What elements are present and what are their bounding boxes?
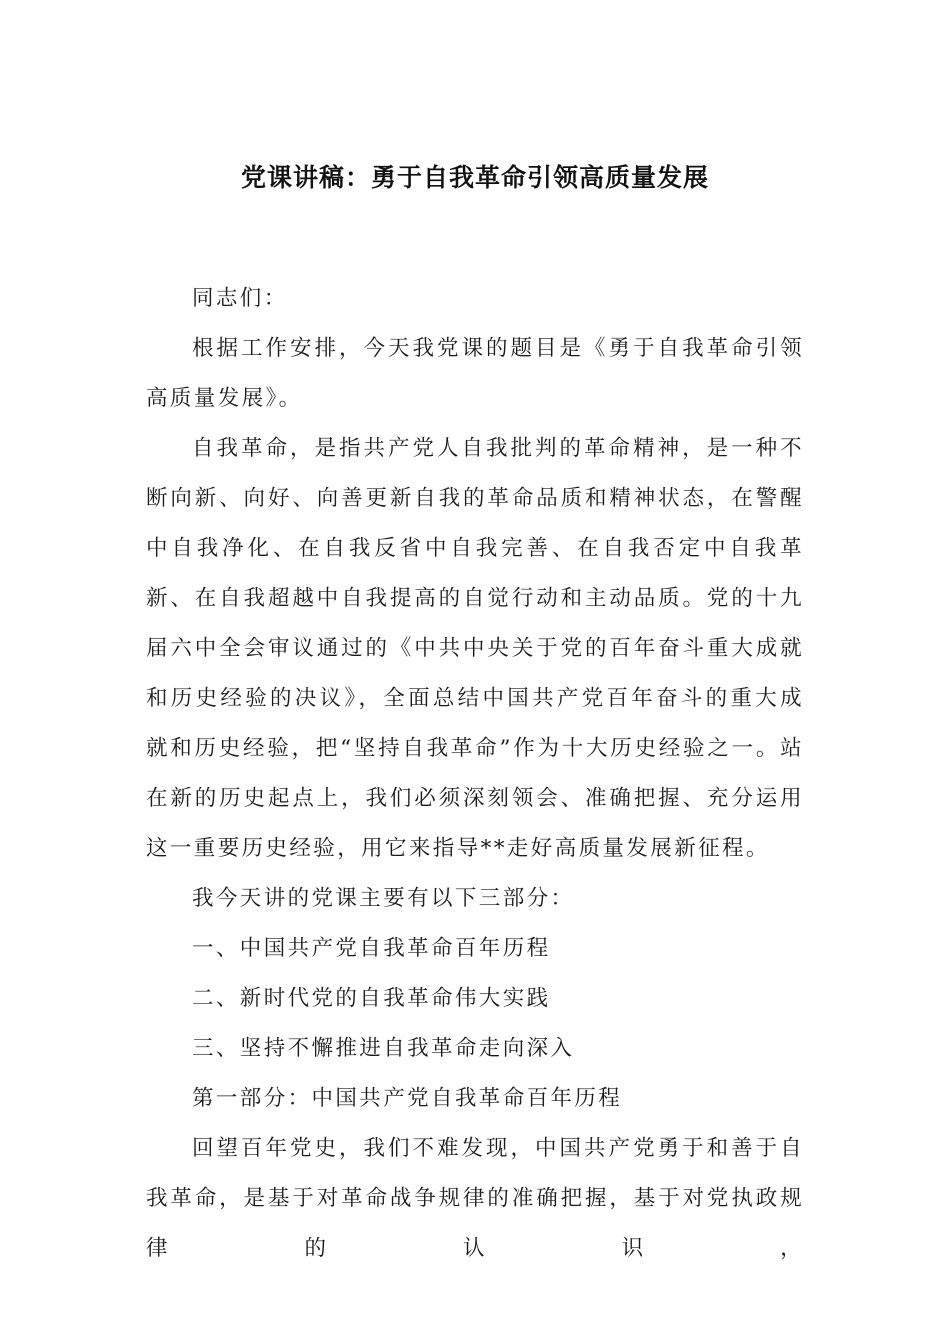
document-body bbox=[146, 274, 804, 1274]
section-heading-part-1: 第一部分：中国共产党自我革命百年历程 bbox=[192, 1086, 623, 1111]
outline-intro-paragraph: 我今天讲的党课主要有以下三部分： bbox=[192, 886, 575, 911]
topic-paragraph: 根据工作安排，今天我党课的题目是《勇于自我革命引领高质量发展》。 bbox=[146, 336, 804, 411]
outline-item-1: 一、中国共产党自我革命百年历程 bbox=[192, 936, 551, 961]
definition-paragraph: 自我革命，是指共产党人自我批判的革命精神，是一种不断向新、向好、向善更新自我的革命品质和精神状态，在警醒中自我净化、在自我反省中自我完善、在自我否定中自我革新、在自我超越中自我提高的自觉行动和主动品质。党的十九届六中全会审议通过的《中共中央关于党的百年奋斗重大成就和历史经验的决议》，全面总结中国共产党百年奋斗的重大成就和历史经验，把“坚持自我革命”作为十大历史经验之一。站在新的历史起点上，我们必须深刻领会、准确把握、充分运用这一重要历史经验，用它来指导**走好高质量发展新征程。 bbox=[146, 436, 804, 861]
outline-item-3: 三、坚持不懈推进自我革命走向深入 bbox=[192, 1036, 575, 1061]
outline-item-2: 二、新时代党的自我革命伟大实践 bbox=[192, 986, 551, 1011]
salutation-paragraph: 同志们： bbox=[192, 286, 288, 311]
history-paragraph: 回望百年党史，我们不难发现，中国共产党勇于和善于自我革命，是基于对革命战争规律的准确把握，基于对党执政规律的认识， bbox=[146, 1136, 804, 1261]
document-title: 党课讲稿：勇于自我革命引领高质量发展 bbox=[240, 163, 709, 192]
